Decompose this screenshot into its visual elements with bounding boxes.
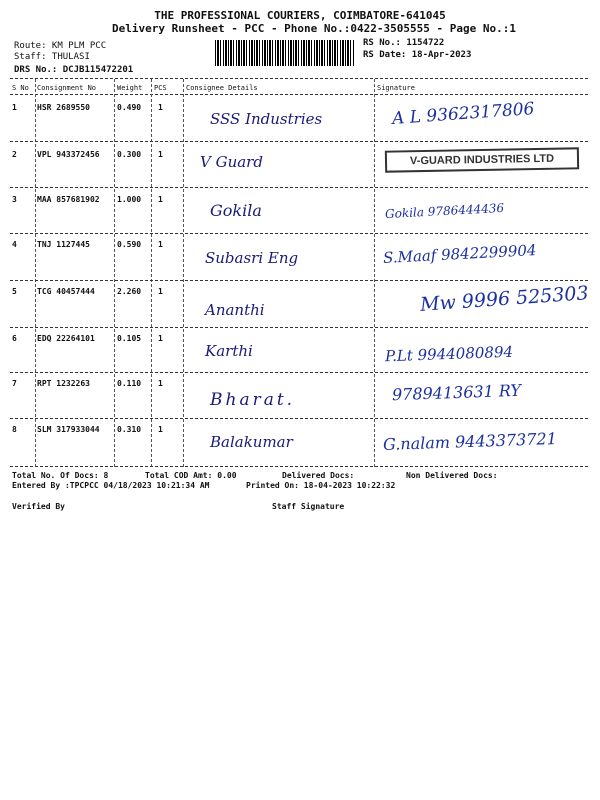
row-consignment: RPT 1232263 — [37, 379, 90, 388]
row-consignment: MAA 857681902 — [37, 195, 100, 204]
row-consignment: TNJ 1127445 — [37, 240, 90, 249]
staff-signature: Staff Signature — [272, 502, 345, 511]
staff-label: Staff: THULASI — [14, 52, 90, 62]
rs-date: RS Date: 18-Apr-2023 — [363, 50, 472, 60]
row-consignment: VPL 943372456 — [37, 150, 100, 159]
row-weight: 0.590 — [117, 240, 142, 249]
verified-by: Verified By — [12, 502, 65, 511]
delivered-docs: Delivered Docs: — [282, 471, 355, 480]
row-consignee-handwritten: Karthi — [205, 342, 253, 360]
row-weight: 0.300 — [117, 150, 142, 159]
row-pcs: 1 — [158, 379, 163, 388]
row-pcs: 1 — [158, 195, 163, 204]
printed-on: Printed On: 18-04-2023 10:22:32 — [246, 481, 396, 490]
row-consignment: SLM 317933044 — [37, 425, 100, 434]
company-title: THE PROFESSIONAL COURIERS, COIMBATORE-641045 — [154, 9, 446, 22]
row-consignee-handwritten: Bharat. — [210, 390, 296, 410]
row-pcs: 1 — [158, 425, 163, 434]
row-pcs: 1 — [158, 287, 163, 296]
row-pcs: 1 — [158, 334, 163, 343]
row-weight: 2.260 — [117, 287, 142, 296]
col-header-consignment: Consignment No — [37, 84, 97, 92]
col-header-weight: Weight — [117, 84, 143, 92]
row-weight: 0.490 — [117, 103, 142, 112]
row-divider — [10, 141, 588, 142]
row-pcs: 1 — [158, 240, 163, 249]
row-signature: A L 9362317806 — [391, 99, 536, 129]
col-header-consignee: Consignee Details — [186, 84, 258, 92]
runsheet-subtitle: Delivery Runsheet - PCC - Phone No.:0422-3505555 - Page No.:1 — [112, 22, 516, 35]
col-divider — [151, 79, 152, 467]
row-signature: Mw 9996 525303 — [419, 282, 590, 316]
row-consignment: TCG 40457444 — [37, 287, 95, 296]
row-consignee-handwritten: Ananthi — [205, 301, 265, 319]
row-weight: 0.110 — [117, 379, 142, 388]
col-header-signature: Signature — [377, 84, 415, 92]
row-signature: 9789413631 RY — [391, 380, 522, 405]
row-consignment: EDQ 22264101 — [37, 334, 95, 343]
row-divider — [10, 233, 588, 234]
rs-number: RS No.: 1154722 — [363, 38, 445, 48]
row-sno: 3 — [12, 195, 17, 204]
row-sno: 7 — [12, 379, 17, 388]
total-docs: Total No. Of Docs: 8 — [12, 471, 109, 480]
row-consignee-handwritten: Subasri Eng — [205, 249, 299, 267]
row-sno: 5 — [12, 287, 17, 296]
row-consignee-handwritten: SSS Industries — [210, 110, 323, 128]
row-divider — [10, 327, 588, 328]
row-signature: Gokila 9786444436 — [384, 200, 505, 222]
company-stamp: V-GUARD INDUSTRIES LTD — [385, 147, 579, 172]
row-divider — [10, 187, 588, 188]
row-weight: 0.310 — [117, 425, 142, 434]
col-header-sno: S No — [12, 84, 29, 92]
table-bottom-rule — [10, 466, 588, 467]
row-consignee-handwritten: Balakumar — [210, 433, 293, 451]
row-sno: 2 — [12, 150, 17, 159]
row-signature: P.Lt 9944080894 — [384, 342, 514, 366]
entered-by: Entered By :TPCPCC 04/18/2023 10:21:34 AM — [12, 481, 210, 490]
row-signature: G.nalam 9443373721 — [382, 428, 558, 455]
row-consignee-handwritten: Gokila — [210, 201, 262, 220]
row-consignment: HSR 2689550 — [37, 103, 90, 112]
col-divider — [374, 79, 375, 467]
row-sno: 4 — [12, 240, 17, 249]
row-weight: 1.000 — [117, 195, 142, 204]
header-bottom-rule — [10, 94, 588, 95]
row-divider — [10, 280, 588, 281]
col-header-pcs: PCS — [154, 84, 167, 92]
total-cod: Total COD Amt: 0.00 — [145, 471, 237, 480]
route-label: Route: KM PLM PCC — [14, 41, 107, 51]
drs-number: DRS No.: DCJB115472201 — [14, 65, 134, 75]
table-top-rule — [10, 78, 588, 79]
row-pcs: 1 — [158, 150, 163, 159]
row-sno: 1 — [12, 103, 17, 112]
non-delivered-docs: Non Delivered Docs: — [406, 471, 498, 480]
row-sno: 8 — [12, 425, 17, 434]
row-divider — [10, 372, 588, 373]
row-signature: S.Maaf 9842299904 — [382, 240, 537, 268]
row-consignee-handwritten: V Guard — [200, 153, 263, 171]
row-sno: 6 — [12, 334, 17, 343]
row-pcs: 1 — [158, 103, 163, 112]
barcode — [215, 40, 355, 66]
col-divider — [114, 79, 115, 467]
row-divider — [10, 418, 588, 419]
col-divider — [183, 79, 184, 467]
row-weight: 0.105 — [117, 334, 142, 343]
col-divider — [35, 79, 36, 467]
